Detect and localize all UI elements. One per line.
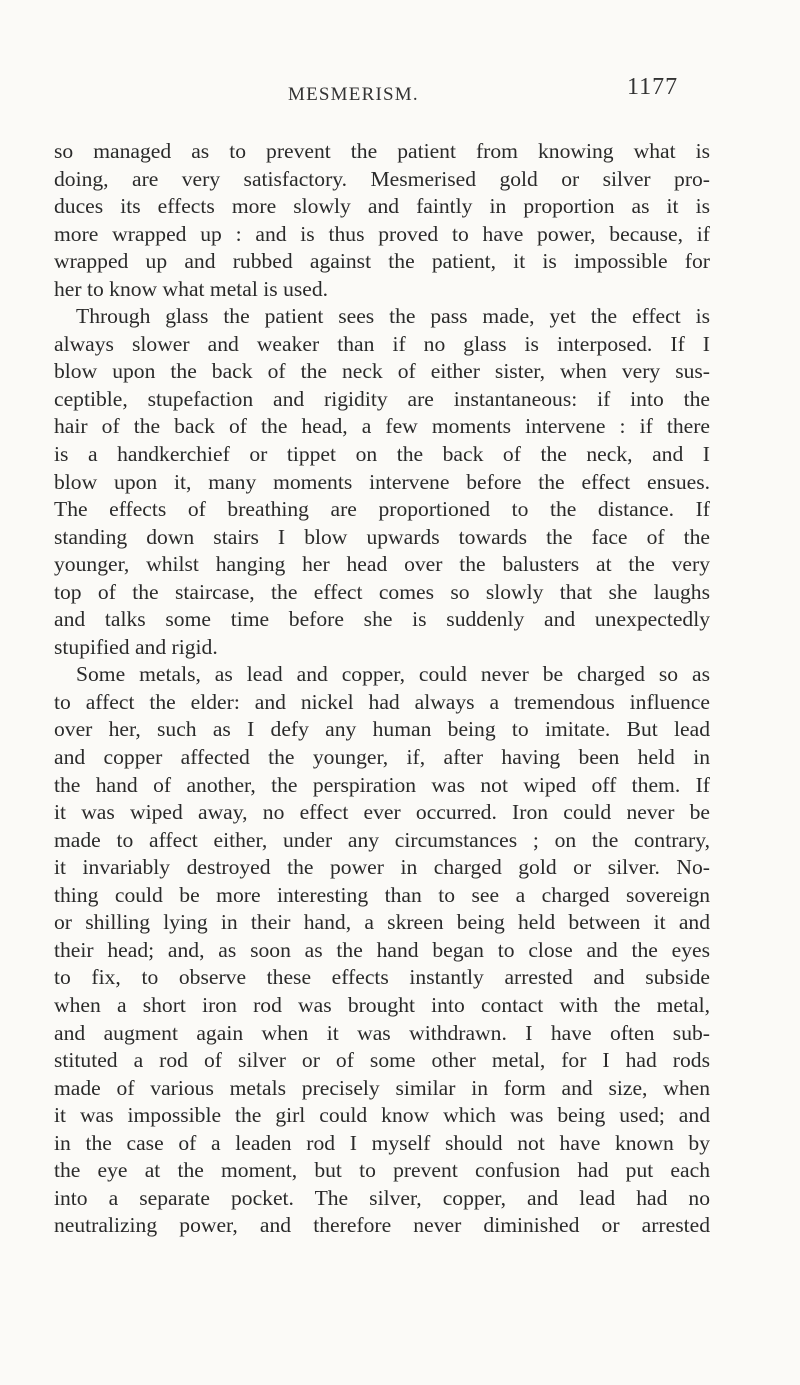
text-line: stituted a rod of silver or of some other metal, for I had rods <box>54 1048 710 1073</box>
text-line: is a handkerchief or tippet on the back of the neck, and I <box>54 442 710 467</box>
text-line: hair of the back of the head, a few moments intervene : if there <box>54 414 710 439</box>
text-line: younger, whilst hanging her head over the balusters at the very <box>54 552 710 577</box>
text-line: so managed as to prevent the patient from knowing what is <box>54 139 710 163</box>
text-line: neutralizing power, and therefore never diminished or arrested <box>54 1213 710 1238</box>
text-line: duces its effects more slowly and faintly in proportion as it is <box>54 194 710 219</box>
paragraph <box>54 138 710 303</box>
text-line: and augment again when it was withdrawn. I have often sub- <box>54 1020 710 1045</box>
text-line: made of various metals precisely similar in form and size, when <box>54 1075 710 1100</box>
text-line: The effects of breathing are proportioned to the distance. If <box>54 497 710 522</box>
text-line: her to know what metal is used. <box>54 276 329 301</box>
text-line: thing could be more interesting than to see a charged sovereign <box>54 882 710 907</box>
text-line: and talks some time before she is suddenly and unexpectedly <box>54 607 710 632</box>
text-line: always slower and weaker than if no glass is interposed. If I <box>54 331 710 356</box>
text-line: or shilling lying in their hand, a skreen being held between it and <box>54 910 710 935</box>
text-line: into a separate pocket. The silver, copper, and lead had no <box>54 1185 710 1210</box>
text-line: their head; and, as soon as the hand began to close and the eyes <box>54 937 710 962</box>
text-line: wrapped up and rubbed against the patient, it is impossible for <box>54 249 710 274</box>
text-line: Through glass the patient sees the pass made, yet the effect is <box>76 304 710 329</box>
text-line: doing, are very satisfactory. Mesmerised gold or silver pro- <box>54 166 710 191</box>
text-line: stupified and rigid. <box>54 634 218 659</box>
text-line: it was impossible the girl could know which was being used; and <box>54 1103 710 1128</box>
text-line: in the case of a leaden rod I myself should not have known by <box>54 1130 710 1155</box>
text-line: top of the staircase, the effect comes so slowly that she laughs <box>54 579 710 604</box>
text-line: the eye at the moment, but to prevent confusion had put each <box>54 1158 710 1183</box>
text-line: more wrapped up : and is thus proved to have power, because, if <box>54 221 710 246</box>
text-line: standing down stairs I blow upwards towards the face of the <box>54 524 710 549</box>
text-line: over her, such as I defy any human being to imitate. But lead <box>54 717 710 742</box>
text-line: it was wiped away, no effect ever occurred. Iron could never be <box>54 800 710 825</box>
running-title: MESMERISM. <box>288 84 419 105</box>
text-line: and copper affected the younger, if, after having been held in <box>54 745 710 770</box>
text-line: Some metals, as lead and copper, could never be charged so as <box>76 662 710 687</box>
text-line: blow upon the back of the neck of either sister, when very sus- <box>54 359 710 384</box>
text-line: ceptible, stupefaction and rigidity are instantaneous: if into the <box>54 386 710 411</box>
text-line: to fix, to observe these effects instantly arrested and subside <box>54 965 710 990</box>
paragraph <box>54 303 710 661</box>
text-line: the hand of another, the perspiration was not wiped off them. If <box>54 772 710 797</box>
text-line: blow upon it, many moments intervene before the effect ensues. <box>54 469 710 494</box>
text-line: when a short iron rod was brought into contact with the metal, <box>54 992 710 1017</box>
paragraph <box>54 661 710 1239</box>
text-line: it invariably destroyed the power in charged gold or silver. No- <box>54 855 710 880</box>
body-text <box>54 138 710 1240</box>
text-line: made to affect either, under any circumstances ; on the contrary, <box>54 827 710 852</box>
text-line: to affect the elder: and nickel had always a tremendous influence <box>54 689 710 714</box>
page-number: 1177 <box>627 74 679 100</box>
